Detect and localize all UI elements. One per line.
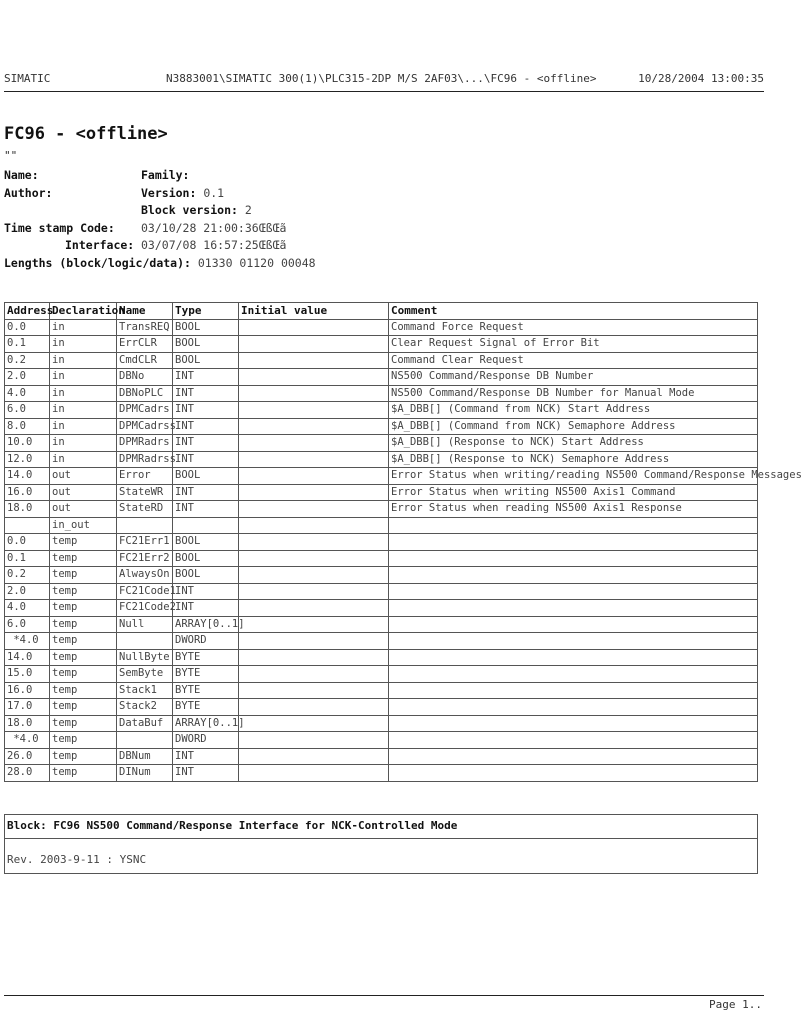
address-cell: 26.0 — [5, 748, 50, 765]
declaration-cell: in — [50, 336, 117, 353]
address-cell: 10.0 — [5, 435, 50, 452]
declaration-cell: in — [50, 385, 117, 402]
table-row — [5, 616, 758, 633]
comment-cell — [389, 765, 758, 782]
declaration-cell: out — [50, 501, 117, 518]
comment-cell — [389, 534, 758, 551]
column-header: Initial value — [239, 303, 389, 320]
block-properties — [4, 167, 316, 272]
name-cell: Error — [117, 468, 173, 485]
address-cell: 2.0 — [5, 369, 50, 386]
name-cell: CmdCLR — [117, 352, 173, 369]
table-row — [5, 732, 758, 749]
address-cell: 14.0 — [5, 468, 50, 485]
declaration-cell: out — [50, 468, 117, 485]
name-cell — [117, 633, 173, 650]
comment-cell — [389, 633, 758, 650]
type-cell: DWORD — [173, 633, 239, 650]
footer-divider — [4, 995, 764, 996]
type-cell: INT — [173, 369, 239, 386]
table-row — [5, 600, 758, 617]
version-value: 0.1 — [203, 185, 225, 200]
table-row — [5, 715, 758, 732]
type-cell: INT — [173, 765, 239, 782]
name-cell: DPMCadrss — [117, 418, 173, 435]
type-cell: BOOL — [173, 534, 239, 551]
address-cell: 2.0 — [5, 583, 50, 600]
comment-cell: Command Clear Request — [389, 352, 758, 369]
type-cell: INT — [173, 748, 239, 765]
address-cell: 28.0 — [5, 765, 50, 782]
header-path: N3883001\SIMATIC 300(1)\PLC315-2DP M/S 2AF03\...\FC96 - <offline> — [166, 72, 597, 85]
table-row — [5, 468, 758, 485]
block-comment-title: Block: FC96 NS500 Command/Response Interface for NCK-Controlled Mode — [5, 815, 757, 839]
declaration-cell: in_out — [50, 517, 117, 534]
comment-cell — [389, 550, 758, 567]
meta-row-name — [4, 167, 316, 185]
declaration-cell: in — [50, 435, 117, 452]
address-cell: *4.0 — [5, 732, 50, 749]
comment-cell — [389, 616, 758, 633]
comment-cell: $A_DBB[] (Response to NCK) Semaphore Address — [389, 451, 758, 468]
initial-value-cell — [239, 616, 389, 633]
type-cell: INT — [173, 484, 239, 501]
type-cell: DWORD — [173, 732, 239, 749]
table-row — [5, 319, 758, 336]
comment-cell: Error Status when writing/reading NS500 Command/Response Messages — [389, 468, 758, 485]
lengths-label: Lengths (block/logic/data): — [4, 255, 191, 270]
block-comment-revision: Rev. 2003-9-11 : YSNC — [7, 853, 147, 866]
address-cell: 12.0 — [5, 451, 50, 468]
declaration-cell: in — [50, 369, 117, 386]
address-cell: 0.2 — [5, 567, 50, 584]
block-version-label: Block version: — [141, 203, 238, 217]
name-cell: AlwaysOn — [117, 567, 173, 584]
table-row — [5, 501, 758, 518]
meta-row-lengths — [4, 255, 316, 273]
declaration-cell: out — [50, 484, 117, 501]
declaration-cell: temp — [50, 682, 117, 699]
type-cell: INT — [173, 600, 239, 617]
name-cell: FC21Err2 — [117, 550, 173, 567]
address-cell: 4.0 — [5, 385, 50, 402]
declaration-cell: temp — [50, 550, 117, 567]
comment-cell — [389, 699, 758, 716]
block-comment-box — [4, 814, 758, 874]
name-cell — [117, 732, 173, 749]
declaration-cell: in — [50, 352, 117, 369]
declaration-cell: temp — [50, 633, 117, 650]
address-cell: 8.0 — [5, 418, 50, 435]
initial-value-cell — [239, 600, 389, 617]
meta-row-block-version — [4, 202, 316, 220]
name-cell: DINum — [117, 765, 173, 782]
table-row — [5, 484, 758, 501]
table-row — [5, 699, 758, 716]
comment-cell: Command Force Request — [389, 319, 758, 336]
comment-cell — [389, 567, 758, 584]
table-header-row — [5, 303, 758, 320]
name-cell: DataBuf — [117, 715, 173, 732]
initial-value-cell — [239, 732, 389, 749]
column-header: Address — [5, 303, 50, 320]
address-cell: 18.0 — [5, 501, 50, 518]
table-body — [5, 319, 802, 781]
declaration-cell: temp — [50, 765, 117, 782]
header-timestamp: 10/28/2004 13:00:35 — [638, 72, 764, 85]
table-row — [5, 402, 758, 419]
name-cell: FC21Err1 — [117, 534, 173, 551]
initial-value-cell — [239, 435, 389, 452]
name-cell: Null — [117, 616, 173, 633]
comment-cell: Error Status when reading NS500 Axis1 Response — [389, 501, 758, 518]
name-cell: Stack2 — [117, 699, 173, 716]
name-cell: DPMRadrss — [117, 451, 173, 468]
author-label: Author: — [4, 185, 53, 200]
type-cell: INT — [173, 583, 239, 600]
table-row — [5, 633, 758, 650]
initial-value-cell — [239, 501, 389, 518]
address-cell: 4.0 — [5, 600, 50, 617]
name-cell: DBNo — [117, 369, 173, 386]
column-header: Comment — [389, 303, 758, 320]
table-row — [5, 583, 758, 600]
table-row — [5, 517, 758, 534]
address-cell: 6.0 — [5, 402, 50, 419]
initial-value-cell — [239, 715, 389, 732]
address-cell — [5, 517, 50, 534]
table-row — [5, 567, 758, 584]
initial-value-cell — [239, 385, 389, 402]
name-cell: DBNum — [117, 748, 173, 765]
table-row — [5, 418, 758, 435]
declaration-cell: temp — [50, 567, 117, 584]
page-number: Page 1.. — [709, 998, 762, 1011]
initial-value-cell — [239, 666, 389, 683]
block-quote: "" — [4, 149, 18, 162]
initial-value-cell — [239, 534, 389, 551]
initial-value-cell — [239, 352, 389, 369]
initial-value-cell — [239, 649, 389, 666]
type-cell: BOOL — [173, 468, 239, 485]
name-cell: DPMRadrs — [117, 435, 173, 452]
name-cell: DPMCadrs — [117, 402, 173, 419]
meta-row-author — [4, 185, 316, 203]
name-cell: StateWR — [117, 484, 173, 501]
name-cell: ErrCLR — [117, 336, 173, 353]
declaration-cell: temp — [50, 583, 117, 600]
initial-value-cell — [239, 699, 389, 716]
initial-value-cell — [239, 550, 389, 567]
initial-value-cell — [239, 468, 389, 485]
address-cell: 6.0 — [5, 616, 50, 633]
page-header — [0, 72, 768, 90]
type-cell: INT — [173, 385, 239, 402]
address-cell: 16.0 — [5, 682, 50, 699]
declaration-cell: temp — [50, 715, 117, 732]
declaration-cell: in — [50, 319, 117, 336]
address-cell: 17.0 — [5, 699, 50, 716]
comment-cell — [389, 517, 758, 534]
type-cell: BOOL — [173, 567, 239, 584]
name-cell: TransREQ — [117, 319, 173, 336]
name-cell: NullByte — [117, 649, 173, 666]
address-cell: 15.0 — [5, 666, 50, 683]
initial-value-cell — [239, 319, 389, 336]
initial-value-cell — [239, 633, 389, 650]
meta-row-timestamp-code — [4, 220, 316, 238]
table-row — [5, 385, 758, 402]
declaration-cell: temp — [50, 666, 117, 683]
declaration-cell: temp — [50, 748, 117, 765]
address-cell: 16.0 — [5, 484, 50, 501]
address-cell: *4.0 — [5, 633, 50, 650]
comment-cell: Clear Request Signal of Error Bit — [389, 336, 758, 353]
initial-value-cell — [239, 336, 389, 353]
comment-cell — [389, 666, 758, 683]
type-cell: INT — [173, 451, 239, 468]
address-cell: 14.0 — [5, 649, 50, 666]
table-row — [5, 666, 758, 683]
interface-value: 03/07/08 16:57:25ŒßŒã — [141, 238, 287, 252]
name-cell — [117, 517, 173, 534]
declaration-table — [4, 302, 802, 782]
address-cell: 0.0 — [5, 319, 50, 336]
comment-cell: $A_DBB[] (Response to NCK) Start Address — [389, 435, 758, 452]
name-cell: Stack1 — [117, 682, 173, 699]
type-cell: BYTE — [173, 666, 239, 683]
type-cell: BYTE — [173, 649, 239, 666]
header-divider — [4, 91, 764, 92]
declaration-cell: temp — [50, 600, 117, 617]
comment-cell: NS500 Command/Response DB Number for Manual Mode — [389, 385, 758, 402]
declaration-cell: temp — [50, 732, 117, 749]
comment-cell: Error Status when writing NS500 Axis1 Command — [389, 484, 758, 501]
name-cell: SemByte — [117, 666, 173, 683]
type-cell: INT — [173, 402, 239, 419]
initial-value-cell — [239, 567, 389, 584]
comment-cell: $A_DBB[] (Command from NCK) Semaphore Address — [389, 418, 758, 435]
initial-value-cell — [239, 583, 389, 600]
comment-cell: NS500 Command/Response DB Number — [389, 369, 758, 386]
family-label: Family: — [141, 168, 190, 182]
type-cell: BYTE — [173, 682, 239, 699]
comment-cell — [389, 649, 758, 666]
table-row — [5, 682, 758, 699]
comment-cell — [389, 748, 758, 765]
initial-value-cell — [239, 402, 389, 419]
initial-value-cell — [239, 517, 389, 534]
comment-cell — [389, 682, 758, 699]
initial-value-cell — [239, 451, 389, 468]
type-cell: INT — [173, 501, 239, 518]
table-row — [5, 451, 758, 468]
table-row — [5, 534, 758, 551]
timestamp-code-label: Time stamp Code: — [4, 220, 115, 235]
column-header: Type — [173, 303, 239, 320]
initial-value-cell — [239, 369, 389, 386]
type-cell: BOOL — [173, 352, 239, 369]
address-cell: 0.0 — [5, 534, 50, 551]
block-title: FC96 - <offline> — [4, 124, 168, 144]
table-row — [5, 550, 758, 567]
interface-label: Interface: — [65, 238, 135, 252]
name-label: Name: — [4, 168, 39, 182]
table-row — [5, 369, 758, 386]
table-row — [5, 336, 758, 353]
initial-value-cell — [239, 484, 389, 501]
header-app-name: SIMATIC — [4, 72, 51, 85]
declaration-cell: in — [50, 451, 117, 468]
comment-cell — [389, 715, 758, 732]
initial-value-cell — [239, 682, 389, 699]
table-row — [5, 765, 758, 782]
type-cell: BOOL — [173, 550, 239, 567]
initial-value-cell — [239, 418, 389, 435]
comment-cell — [389, 583, 758, 600]
address-cell: 0.1 — [5, 336, 50, 353]
comment-cell — [389, 600, 758, 617]
declaration-cell: temp — [50, 534, 117, 551]
column-header: Name — [117, 303, 173, 320]
declaration-cell: in — [50, 418, 117, 435]
meta-row-interface — [4, 237, 316, 255]
table-row — [5, 435, 758, 452]
address-cell: 0.1 — [5, 550, 50, 567]
type-cell: BOOL — [173, 319, 239, 336]
timestamp-code-value: 03/10/28 21:00:36ŒßŒã — [141, 220, 287, 235]
type-cell: ARRAY[0..1] — [173, 616, 239, 633]
type-cell: INT — [173, 418, 239, 435]
column-header: Declaration — [50, 303, 117, 320]
initial-value-cell — [239, 765, 389, 782]
type-cell — [173, 517, 239, 534]
block-version-value: 2 — [244, 203, 252, 217]
address-cell: 18.0 — [5, 715, 50, 732]
initial-value-cell — [239, 748, 389, 765]
table-row — [5, 649, 758, 666]
type-cell: INT — [173, 435, 239, 452]
table-row — [5, 748, 758, 765]
address-cell: 0.2 — [5, 352, 50, 369]
name-cell: DBNoPLC — [117, 385, 173, 402]
declaration-cell: temp — [50, 649, 117, 666]
lengths-value: 01330 01120 00048 — [197, 255, 316, 270]
declaration-cell: in — [50, 402, 117, 419]
name-cell: FC21Code2 — [117, 600, 173, 617]
declaration-cell: temp — [50, 699, 117, 716]
version-label: Version: — [141, 185, 197, 200]
declaration-cell: temp — [50, 616, 117, 633]
name-cell: FC21Code1 — [117, 583, 173, 600]
table-row — [5, 352, 758, 369]
comment-cell — [389, 732, 758, 749]
type-cell: BOOL — [173, 336, 239, 353]
comment-cell: $A_DBB[] (Command from NCK) Start Address — [389, 402, 758, 419]
type-cell: ARRAY[0..1] — [173, 715, 239, 732]
type-cell: BYTE — [173, 699, 239, 716]
name-cell: StateRD — [117, 501, 173, 518]
